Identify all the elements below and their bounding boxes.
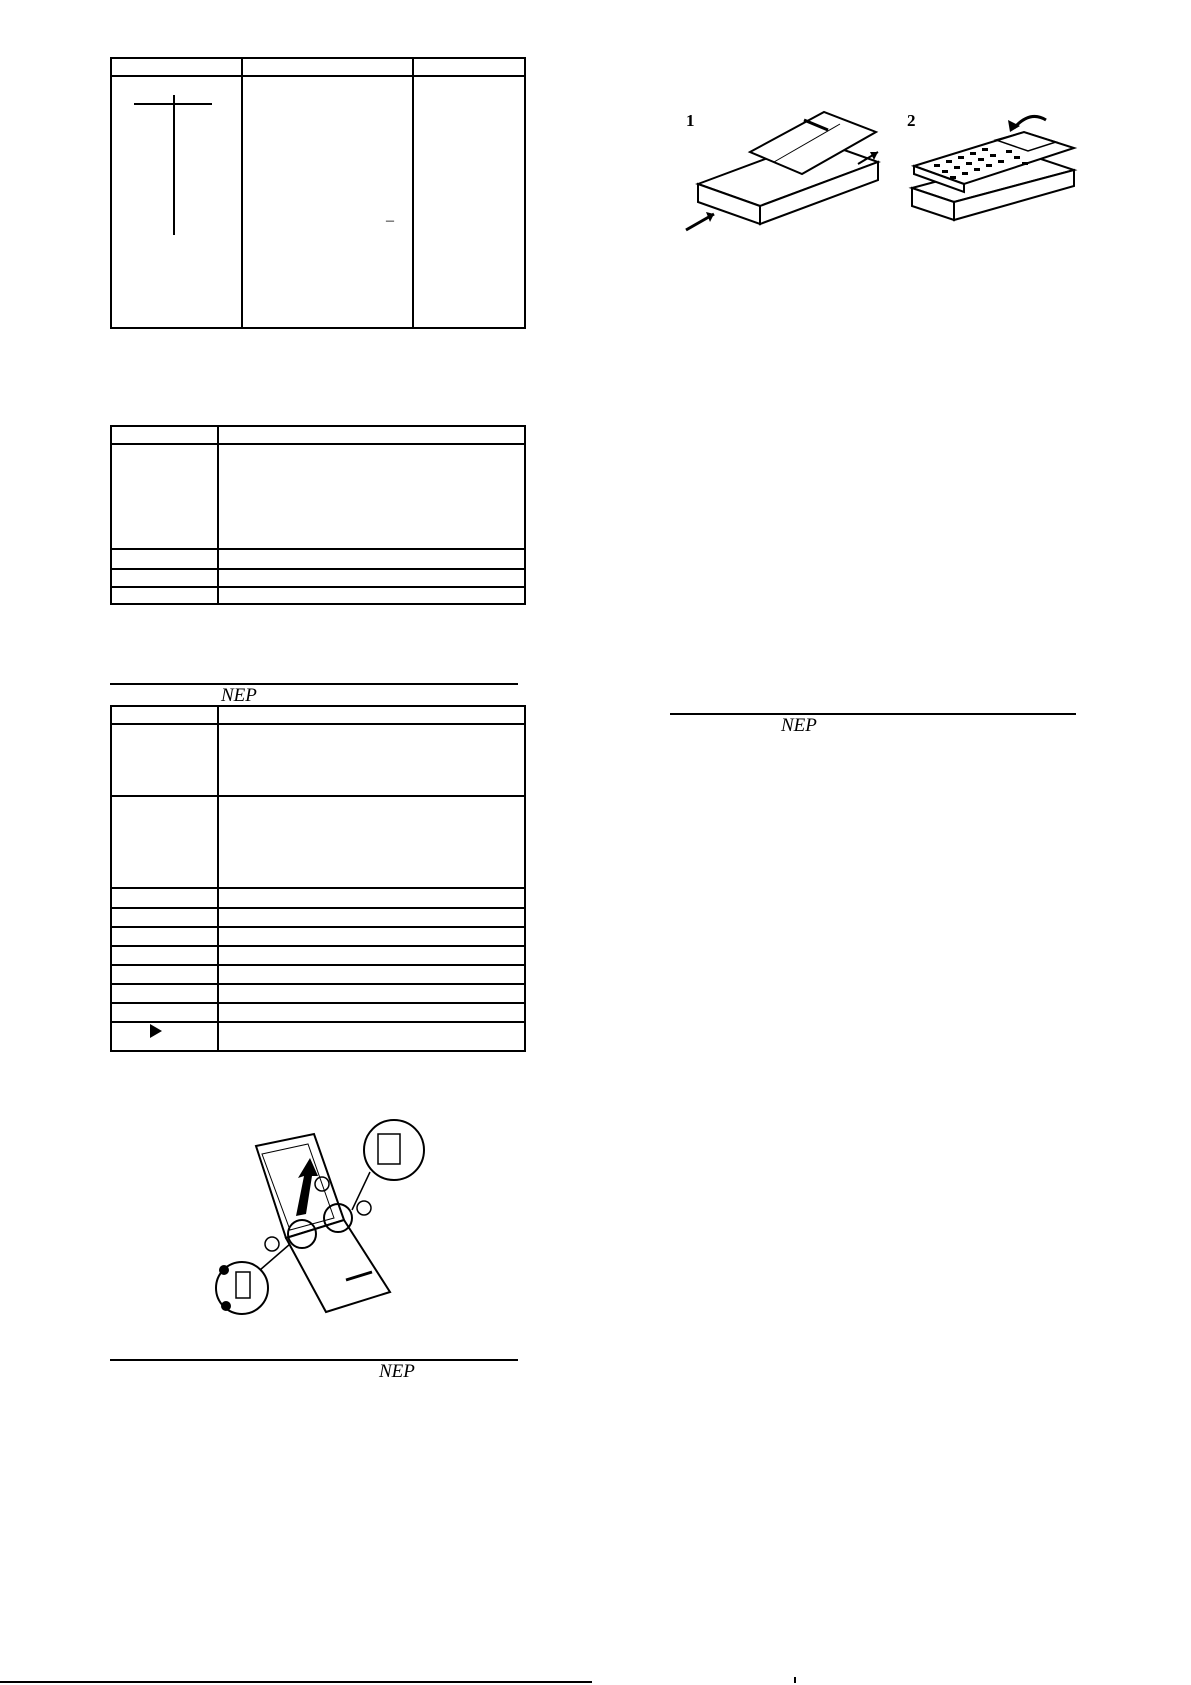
section-rule: [670, 713, 1076, 715]
table-middle-two-column: [110, 425, 526, 605]
figure-number-1: 1: [686, 111, 695, 130]
table-row-divider: [112, 1002, 524, 1004]
table-top-three-column: [110, 57, 526, 329]
table-header-divider: [112, 75, 524, 77]
table-row-divider: [112, 907, 524, 909]
minus-mark: –: [386, 212, 394, 229]
table-column-divider: [217, 707, 219, 1050]
right-nep-label: NEP: [781, 715, 817, 736]
section-rule: [110, 1359, 518, 1361]
figure-number-2: 2: [907, 111, 916, 130]
table-header-divider: [112, 443, 524, 445]
table-row-divider: [112, 926, 524, 928]
play-triangle-icon: [149, 1023, 163, 1039]
case-slide-illustration: [664, 106, 892, 246]
bottom-nep-label: NEP: [379, 1361, 415, 1382]
table-row-divider: [112, 568, 524, 570]
table-row-divider: [112, 945, 524, 947]
case-rotate-illustration: [906, 104, 1084, 244]
table-nep-two-column: [110, 705, 526, 1052]
table-header-divider: [112, 723, 524, 725]
table-column-divider: [412, 59, 414, 327]
table-row-divider: [112, 548, 524, 550]
page-bottom-mark: [794, 1677, 796, 1683]
table-row-divider: [112, 887, 524, 889]
table-column-divider: [217, 427, 219, 603]
section-rule: [110, 683, 518, 685]
table-column-divider: [241, 59, 243, 327]
page-bottom-rule: [0, 1681, 592, 1683]
cover-removal-illustration: [214, 1120, 434, 1320]
nep-table-label: NEP: [221, 685, 257, 706]
table-row-divider: [112, 795, 524, 797]
table-row-divider: [112, 964, 524, 966]
table-row-divider: [112, 983, 524, 985]
tree-mark-vertical: [173, 95, 175, 235]
table-row-divider: [112, 586, 524, 588]
table-row-divider: [112, 1021, 524, 1023]
